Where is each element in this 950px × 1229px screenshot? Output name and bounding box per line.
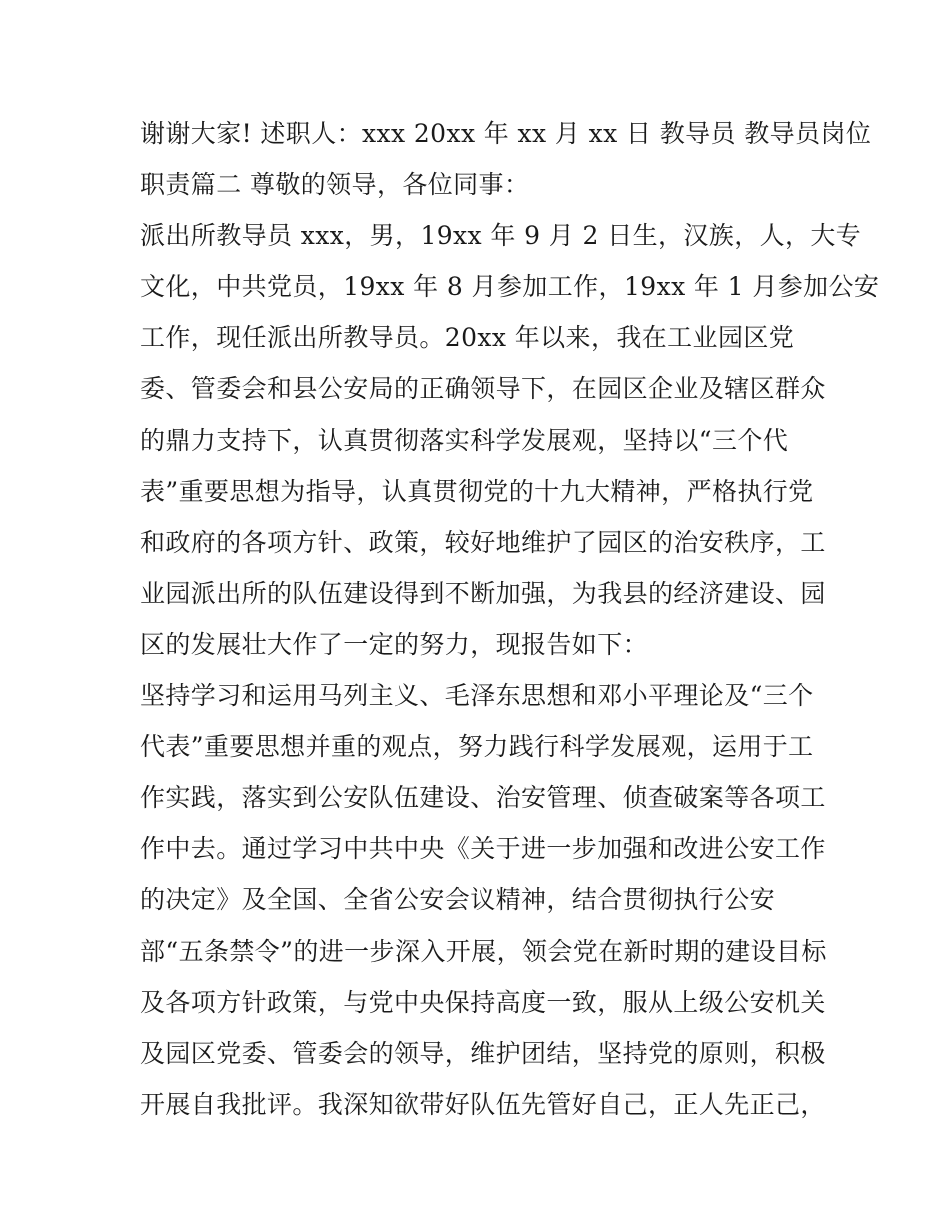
text-line: 开展自我批评。我深知欲带好队伍先管好自己，正人先正己， (140, 1089, 826, 1119)
text-line: 派出所教导员 xxx，男，19xx 年 9 月 2 日生，汉族，人，大专 (140, 221, 862, 251)
text-line: 谢谢大家! 述职人：xxx 20xx 年 xx 月 xx 日 教导员 教导员岗位 (140, 119, 872, 148)
text-line: 工作，现任派出所教导员。20xx 年以来，我在工业园区党 (140, 323, 795, 353)
text-line: 作实践，落实到公安队伍建设、治安管理、侦查破案等各项工 (140, 783, 826, 813)
text-line: 委、管委会和县公安局的正确领导下，在园区企业及辖区群众 (140, 374, 826, 404)
text-line: 和政府的各项方针、政策，较好地维护了园区的治安秩序，工 (140, 527, 826, 557)
text-line: 业园派出所的队伍建设得到不断加强，为我县的经济建设、园 (140, 578, 826, 608)
text-line: 部“五条禁令”的进一步深入开展，领会党在新时期的建设目标 (140, 936, 827, 966)
text-line: 区的发展壮大作了一定的努力，现报告如下： (140, 629, 649, 659)
text-line: 及各项方针政策，与党中央保持高度一致，服从上级公安机关 (140, 987, 826, 1017)
text-line: 的鼎力支持下，认真贯彻落实科学发展观，坚持以“三个代 (140, 425, 789, 455)
text-line: 文化，中共党员，19xx 年 8 月参加工作，19xx 年 1 月参加公安 (140, 272, 880, 302)
text-line: 表”重要思想为指导，认真贯彻党的十九大精神，严格执行党 (140, 476, 814, 506)
text-line: 代表”重要思想并重的观点，努力践行科学发展观，运用于工 (140, 732, 814, 762)
text-line: 职责篇二 尊敬的领导，各位同事： (140, 170, 530, 200)
text-line: 作中去。通过学习中共中央《关于进一步加强和改进公安工作 (140, 834, 826, 864)
text-line: 的决定》及全国、全省公安会议精神，结合贯彻执行公安 (140, 885, 776, 915)
body-text (140, 108, 880, 1130)
text-line: 及园区党委、管委会的领导，维护团结，坚持党的原则，积极 (140, 1038, 826, 1068)
text-line: 坚持学习和运用马列主义、毛泽东思想和邓小平理论及“三个 (140, 681, 814, 711)
